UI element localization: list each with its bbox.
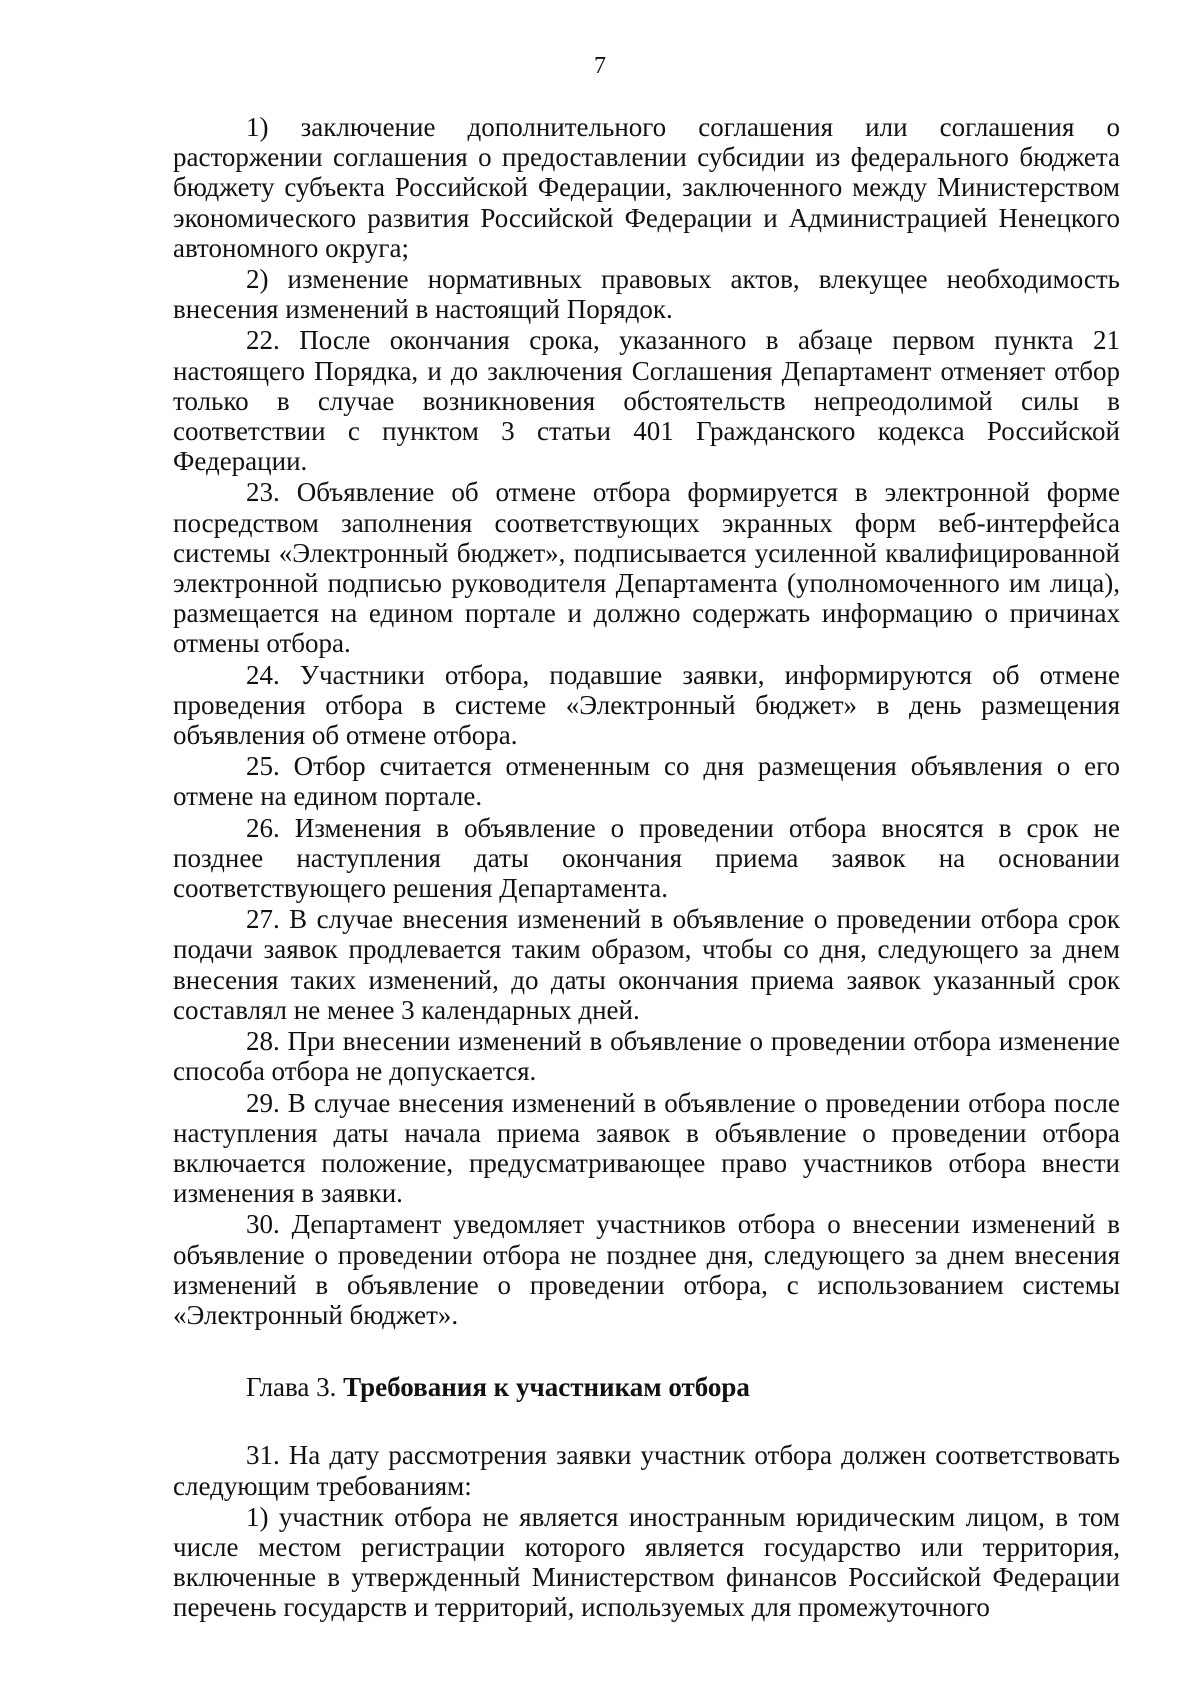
chapter-heading — [173, 1372, 1120, 1402]
document-body — [173, 112, 1120, 1624]
chapter-title: Требования к участникам отбора — [343, 1372, 750, 1403]
paragraph: 25. Отбор считается отмененным со дня размещения объявления о его отмене на едином портале. — [173, 751, 1120, 812]
paragraph: 1) заключение дополнительного соглашения или соглашения о расторжении соглашения о предоставлении субсидии из федерального бюджета бюджету субъекта Российской Федерации, заключенного между Министерством экономического развития Российской Федерации и Администрацией Ненецкого автономного округа; — [173, 112, 1120, 263]
paragraph: 22. После окончания срока, указанного в абзаце первом пункта 21 настоящего Порядка, и до заключения Соглашения Департамент отменяет отбор только в случае возникновения обстоятельств непреодолимой силы в соответствии с пунктом 3 статьи 401 Гражданского кодекса Российской Федерации. — [173, 325, 1120, 477]
paragraph: 28. При внесении изменений в объявление о проведении отбора изменение способа отбора не допускается. — [173, 1026, 1120, 1087]
paragraph: 23. Объявление об отмене отбора формируется в электронной форме посредством заполнения соответствующих экранных форм веб-интерфейса системы «Электронный бюджет», подписывается усиленной квалифицированной электронной подписью руководителя Департамента (уполномоченного им лица), размещается на едином портале и должно содержать информацию о причинах отмены отбора. — [173, 477, 1120, 659]
paragraph: 2) изменение нормативных правовых актов, влекущее необходимость внесения изменений в настоящий Порядок. — [173, 264, 1120, 325]
chapter-prefix: Глава 3. — [246, 1372, 337, 1403]
paragraph: 1) участник отбора не является иностранным юридическим лицом, в том числе местом регистрации которого является государство или территория, включенные в утвержденный Министерством финансов Российской Федерации перечень государств и территорий, используемых для промежуточного — [173, 1501, 1120, 1623]
paragraph: 30. Департамент уведомляет участников отбора о внесении изменений в объявление о проведении отбора не позднее дня, следующего за днем внесения изменений в объявление о проведении отбора, с использованием системы «Электронный бюджет». — [173, 1209, 1120, 1330]
paragraph: 31. На дату рассмотрения заявки участник отбора должен соответствовать следующим требованиям: — [173, 1440, 1120, 1501]
paragraph: 29. В случае внесения изменений в объявление о проведении отбора после наступления даты начала приема заявок в объявление о проведении отбора включается положение, предусматривающее право участников отбора внести изменения в заявки. — [173, 1087, 1120, 1209]
page-number: 7 — [594, 53, 606, 79]
paragraph: 26. Изменения в объявление о проведении отбора вносятся в срок не позднее наступления даты окончания приема заявок на основании соответствующего решения Департамента. — [173, 812, 1120, 904]
paragraph: 27. В случае внесения изменений в объявление о проведении отбора срок подачи заявок продлевается таким образом, чтобы со дня, следующего за днем внесения таких изменений, до даты окончания приема заявок указанный срок составлял не менее 3 календарных дней. — [173, 904, 1120, 1025]
paragraph: 24. Участники отбора, подавшие заявки, информируются об отмене проведения отбора в системе «Электронный бюджет» в день размещения объявления об отмене отбора. — [173, 659, 1120, 751]
